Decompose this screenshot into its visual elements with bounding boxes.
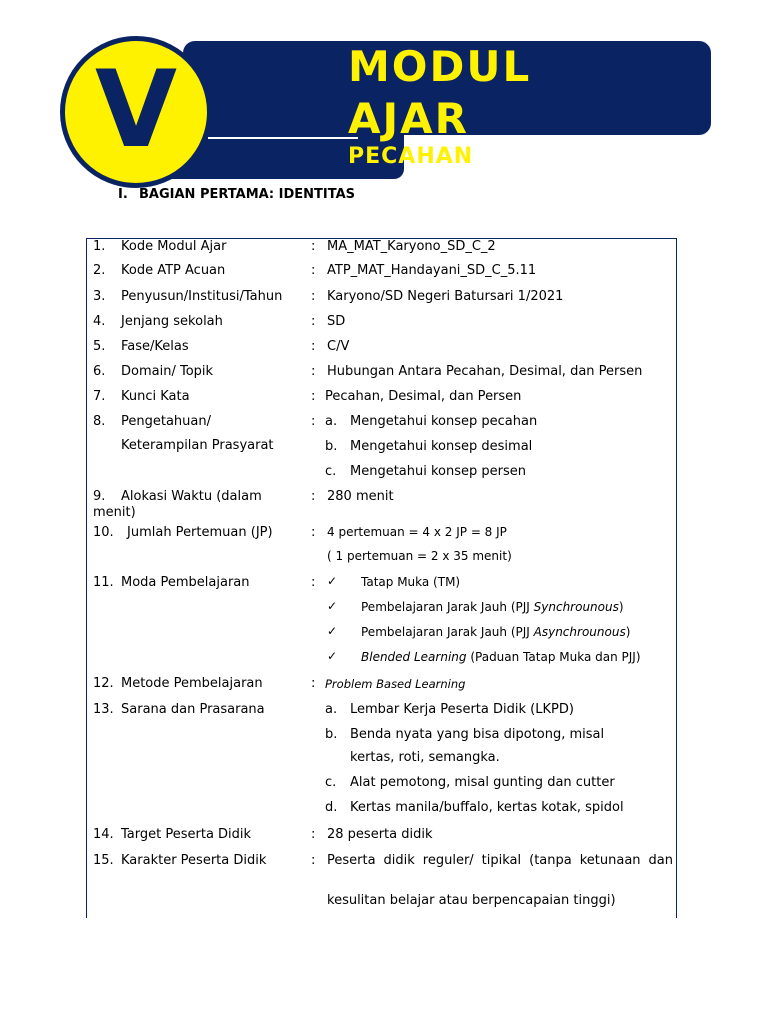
row-separator: : — [311, 525, 316, 540]
list-marker: a. — [325, 414, 338, 429]
row-number: 4. — [93, 314, 106, 329]
row-label: Karakter Peserta Didik — [121, 853, 267, 868]
row-value: C/V — [327, 339, 350, 354]
row-value: Problem Based Learning — [325, 677, 466, 691]
list-marker: c. — [325, 464, 337, 479]
checkmark-icon: ✓ — [327, 624, 338, 638]
row-separator: : — [311, 339, 316, 354]
row-label: Jumlah Pertemuan (JP) — [127, 525, 273, 540]
row-number: 3. — [93, 289, 106, 304]
row-value: Hubungan Antara Pecahan, Desimal, dan Persen — [327, 364, 643, 379]
row-separator: : — [311, 489, 316, 504]
row-label: Penyusun/Institusi/Tahun — [121, 289, 283, 304]
logo-letter: V — [94, 48, 178, 171]
row-number: 5. — [93, 339, 106, 354]
row-value: Karyono/SD Negeri Batursari 1/2021 — [327, 289, 564, 304]
section-number: I. — [118, 187, 128, 202]
row-label: Sarana dan Prasarana — [121, 702, 265, 717]
row-value: ATP_MAT_Handayani_SD_C_5.11 — [327, 263, 537, 278]
row-label: Kode Modul Ajar — [121, 239, 227, 254]
row-value: 28 peserta didik — [327, 827, 433, 842]
row-label: Alokasi Waktu (dalam — [121, 489, 262, 504]
row-number: 10. — [93, 525, 114, 540]
list-marker: b. — [325, 439, 338, 454]
list-item: Alat pemotong, misal gunting dan cutter — [350, 775, 615, 790]
row-value: ( 1 pertemuan = 2 x 35 menit) — [327, 549, 512, 563]
list-marker: d. — [325, 800, 338, 815]
list-marker: a. — [325, 702, 338, 717]
row-number: 6. — [93, 364, 106, 379]
row-separator: : — [311, 263, 316, 278]
row-number: 2. — [93, 263, 106, 278]
list-item: Mengetahui konsep desimal — [350, 439, 533, 454]
checkmark-icon: ✓ — [327, 599, 338, 613]
row-separator: : — [311, 414, 316, 429]
row-separator: : — [311, 389, 316, 404]
checkmark-icon: ✓ — [327, 574, 338, 588]
row-label: Metode Pembelajaran — [121, 676, 263, 691]
row-separator: : — [311, 853, 316, 868]
row-value: SD — [327, 314, 346, 329]
row-label: menit) — [93, 505, 136, 520]
row-label: Fase/Kelas — [121, 339, 189, 354]
row-label: Jenjang sekolah — [121, 314, 223, 329]
row-separator: : — [311, 364, 316, 379]
row-number: 14. — [93, 827, 114, 842]
list-item: Mengetahui konsep persen — [350, 464, 527, 479]
row-value: MA_MAT_Karyono_SD_C_2 — [327, 239, 496, 254]
row-number: 9. — [93, 489, 106, 504]
list-item: Blended Learning (Paduan Tatap Muka dan PJJ) — [361, 650, 641, 664]
row-value: Pecahan, Desimal, dan Persen — [325, 389, 522, 404]
row-label: Kunci Kata — [121, 389, 190, 404]
list-item: Benda nyata yang bisa dipotong, misal — [350, 727, 605, 742]
row-value: kesulitan belajar atau berpencapaian tinggi) — [327, 893, 616, 908]
logo-badge — [60, 36, 212, 188]
checkmark-icon: ✓ — [327, 649, 338, 663]
row-number: 7. — [93, 389, 106, 404]
row-separator: : — [311, 827, 316, 842]
list-item: Pembelajaran Jarak Jauh (PJJ Synchrounous) — [361, 600, 624, 614]
title-line-2: AJAR — [348, 94, 469, 143]
section-heading — [118, 187, 355, 203]
list-marker: b. — [325, 727, 338, 742]
list-item: Mengetahui konsep pecahan — [350, 414, 538, 429]
row-separator: : — [311, 575, 316, 590]
list-marker: c. — [325, 775, 337, 790]
row-value: 4 pertemuan = 4 x 2 JP = 8 JP — [327, 525, 507, 539]
row-number: 12. — [93, 676, 114, 691]
title-line-1: MODUL — [348, 42, 532, 91]
list-item: Kertas manila/buffalo, kertas kotak, spidol — [350, 800, 624, 815]
row-value: 280 menit — [327, 489, 394, 504]
header-divider — [208, 137, 358, 139]
row-separator: : — [311, 676, 316, 691]
row-separator: : — [311, 289, 316, 304]
row-label: Target Peserta Didik — [121, 827, 252, 842]
row-number: 1. — [93, 239, 106, 254]
row-separator: : — [311, 239, 316, 254]
list-item: Lembar Kerja Peserta Didik (LKPD) — [350, 702, 574, 717]
section-title: BAGIAN PERTAMA: IDENTITAS — [139, 187, 356, 202]
row-number: 8. — [93, 414, 106, 429]
row-label: Moda Pembelajaran — [121, 575, 250, 590]
row-number: 13. — [93, 702, 114, 717]
row-separator: : — [311, 314, 316, 329]
row-label: Pengetahuan/ — [121, 414, 211, 429]
list-item: Pembelajaran Jarak Jauh (PJJ Asynchrounous) — [361, 625, 631, 639]
row-label: Keterampilan Prasyarat — [121, 438, 274, 453]
row-number: 15. — [93, 853, 114, 868]
row-number: 11. — [93, 575, 114, 590]
row-label: Kode ATP Acuan — [121, 263, 226, 278]
row-label: Domain/ Topik — [121, 364, 214, 379]
list-item-continuation: kertas, roti, semangka. — [350, 750, 500, 765]
row-value: Peserta didik reguler/ tipikal (tanpa ketunaan dan — [327, 853, 673, 868]
list-item: Tatap Muka (TM) — [361, 575, 461, 589]
subtitle: PECAHAN — [348, 144, 474, 169]
